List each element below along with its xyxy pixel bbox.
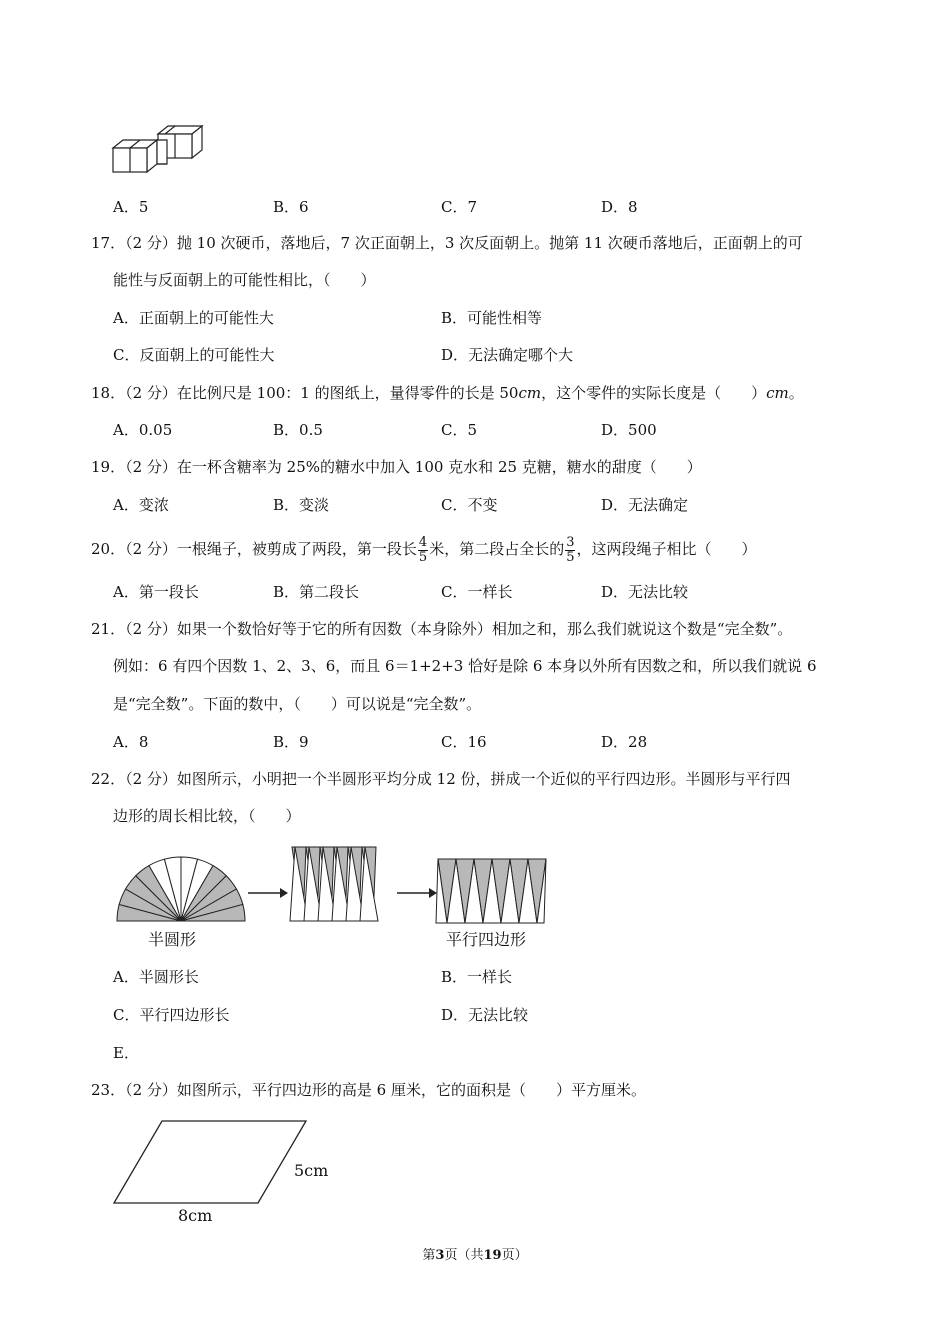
q19-option-a[interactable]: A．变浓 bbox=[113, 496, 169, 514]
parallelogram-figure bbox=[112, 1119, 312, 1205]
parallelogram-label: 平行四边形 bbox=[446, 930, 527, 949]
q22-option-e[interactable]: E． bbox=[113, 1044, 139, 1062]
q20-option-b[interactable]: B．第二段长 bbox=[273, 583, 360, 601]
q22-option-d[interactable]: D．无法比较 bbox=[441, 1006, 529, 1024]
q20-stem-part2: 米，第二段占全长的 bbox=[429, 540, 565, 558]
q19-option-c[interactable]: C．不变 bbox=[441, 496, 498, 514]
q21-stem-line3: 是“完全数”。下面的数中，（ ）可以说是“完全数”。 bbox=[113, 695, 482, 713]
q17-stem-line2: 能性与反面朝上的可能性相比，（ ） bbox=[113, 271, 376, 289]
q20-fraction-1-num: 4 bbox=[418, 534, 428, 550]
q16-option-b[interactable]: B．6 bbox=[273, 198, 309, 216]
q18-option-c[interactable]: C．5 bbox=[441, 421, 478, 439]
footer-total-pages: 19 bbox=[483, 1248, 502, 1263]
footer-pre: 第 bbox=[422, 1248, 436, 1263]
q18-stem bbox=[91, 383, 804, 403]
q17-option-d[interactable]: D．无法确定哪个大 bbox=[441, 346, 574, 364]
q21-option-c[interactable]: C．16 bbox=[441, 733, 487, 751]
cube-stack-figure bbox=[110, 122, 220, 182]
arrow-right-icon bbox=[397, 887, 437, 899]
q21-option-d[interactable]: D．28 bbox=[601, 733, 648, 751]
q18-stem-pre: 18．（2 分）在比例尺是 100：1 的图纸上，量得零件的长是 50 bbox=[91, 384, 519, 402]
q19-stem: 19．（2 分）在一杯含糖率为 25%的糖水中加入 100 克水和 25 克糖，糖水的甜度（ ） bbox=[91, 458, 702, 476]
q22-option-c[interactable]: C．平行四边形长 bbox=[113, 1006, 230, 1024]
q18-unit-1: cm bbox=[518, 384, 542, 402]
q18-unit-2: cm bbox=[766, 384, 789, 402]
arrow-right-icon bbox=[248, 887, 288, 899]
parallelogram-side-label: 5cm bbox=[294, 1161, 329, 1180]
q17-option-c[interactable]: C．反面朝上的可能性大 bbox=[113, 346, 275, 364]
q20-fraction-2-num: 3 bbox=[566, 534, 575, 550]
semicircle-figure bbox=[115, 851, 247, 923]
footer-page-number: 3 bbox=[435, 1248, 445, 1263]
q17-option-a[interactable]: A．正面朝上的可能性大 bbox=[113, 309, 274, 327]
q17-option-b[interactable]: B．可能性相等 bbox=[441, 309, 543, 327]
q21-option-b[interactable]: B．9 bbox=[273, 733, 309, 751]
q16-option-d[interactable]: D．8 bbox=[601, 198, 638, 216]
q20-stem bbox=[91, 532, 757, 566]
page-footer bbox=[0, 1244, 950, 1263]
q19-option-b[interactable]: B．变淡 bbox=[273, 496, 330, 514]
q22-stem-line2: 边形的周长相比较，（ ） bbox=[113, 807, 301, 825]
q21-stem-line2: 例如：6 有四个因数 1、2、3、6，而且 6＝1+2+3 恰好是除 6 本身以外所有因数之和，所以我们就说 6 bbox=[113, 657, 817, 675]
q20-fraction-1 bbox=[418, 536, 428, 565]
q22-stem-line1: 22．（2 分）如图所示，小明把一个半圆形平均分成 12 份，拼成一个近似的平行四边形。半圆形与平行四 bbox=[91, 770, 791, 788]
q19-option-d[interactable]: D．无法确定 bbox=[601, 496, 689, 514]
q20-fraction-1-den: 5 bbox=[418, 549, 428, 565]
q18-option-b[interactable]: B．0.5 bbox=[273, 421, 323, 439]
q22-option-b[interactable]: B．一样长 bbox=[441, 968, 513, 986]
q20-stem-part1: 20．（2 分）一根绳子，被剪成了两段，第一段长 bbox=[91, 540, 417, 558]
parallelogram-approx-figure bbox=[436, 857, 548, 925]
semicircle-label: 半圆形 bbox=[148, 930, 197, 949]
parallelogram-base-label: 8cm bbox=[178, 1206, 213, 1225]
q18-option-a[interactable]: A．0.05 bbox=[113, 421, 173, 439]
q20-option-c[interactable]: C．一样长 bbox=[441, 583, 513, 601]
q20-fraction-2 bbox=[565, 536, 575, 565]
footer-mid: 页（共 bbox=[444, 1248, 484, 1263]
q23-stem: 23．（2 分）如图所示，平行四边形的高是 6 厘米，它的面积是（ ）平方厘米。 bbox=[91, 1081, 646, 1099]
q17-stem-line1: 17．（2 分）抛 10 次硬币，落地后，7 次正面朝上，3 次反面朝上。抛第 11 次硬币落地后，正面朝上的可 bbox=[91, 234, 803, 252]
q20-option-d[interactable]: D．无法比较 bbox=[601, 583, 689, 601]
q18-stem-mid: ，这个零件的实际长度是（ ） bbox=[541, 384, 767, 402]
interleaved-strip-figure bbox=[288, 843, 388, 925]
q16-option-a[interactable]: A．5 bbox=[113, 198, 149, 216]
q18-option-d[interactable]: D．500 bbox=[601, 421, 657, 439]
q18-stem-end: 。 bbox=[788, 384, 804, 402]
q20-option-a[interactable]: A．第一段长 bbox=[113, 583, 199, 601]
footer-post: 页） bbox=[501, 1248, 528, 1263]
q21-option-a[interactable]: A．8 bbox=[113, 733, 149, 751]
q20-fraction-2-den: 5 bbox=[566, 549, 575, 565]
q22-option-a[interactable]: A．半圆形长 bbox=[113, 968, 199, 986]
q21-stem-line1: 21．（2 分）如果一个数恰好等于它的所有因数（本身除外）相加之和，那么我们就说这个数是“完全数”。 bbox=[91, 620, 793, 638]
q16-option-c[interactable]: C．7 bbox=[441, 198, 478, 216]
q20-stem-part3: ，这两段绳子相比（ ） bbox=[576, 540, 757, 558]
